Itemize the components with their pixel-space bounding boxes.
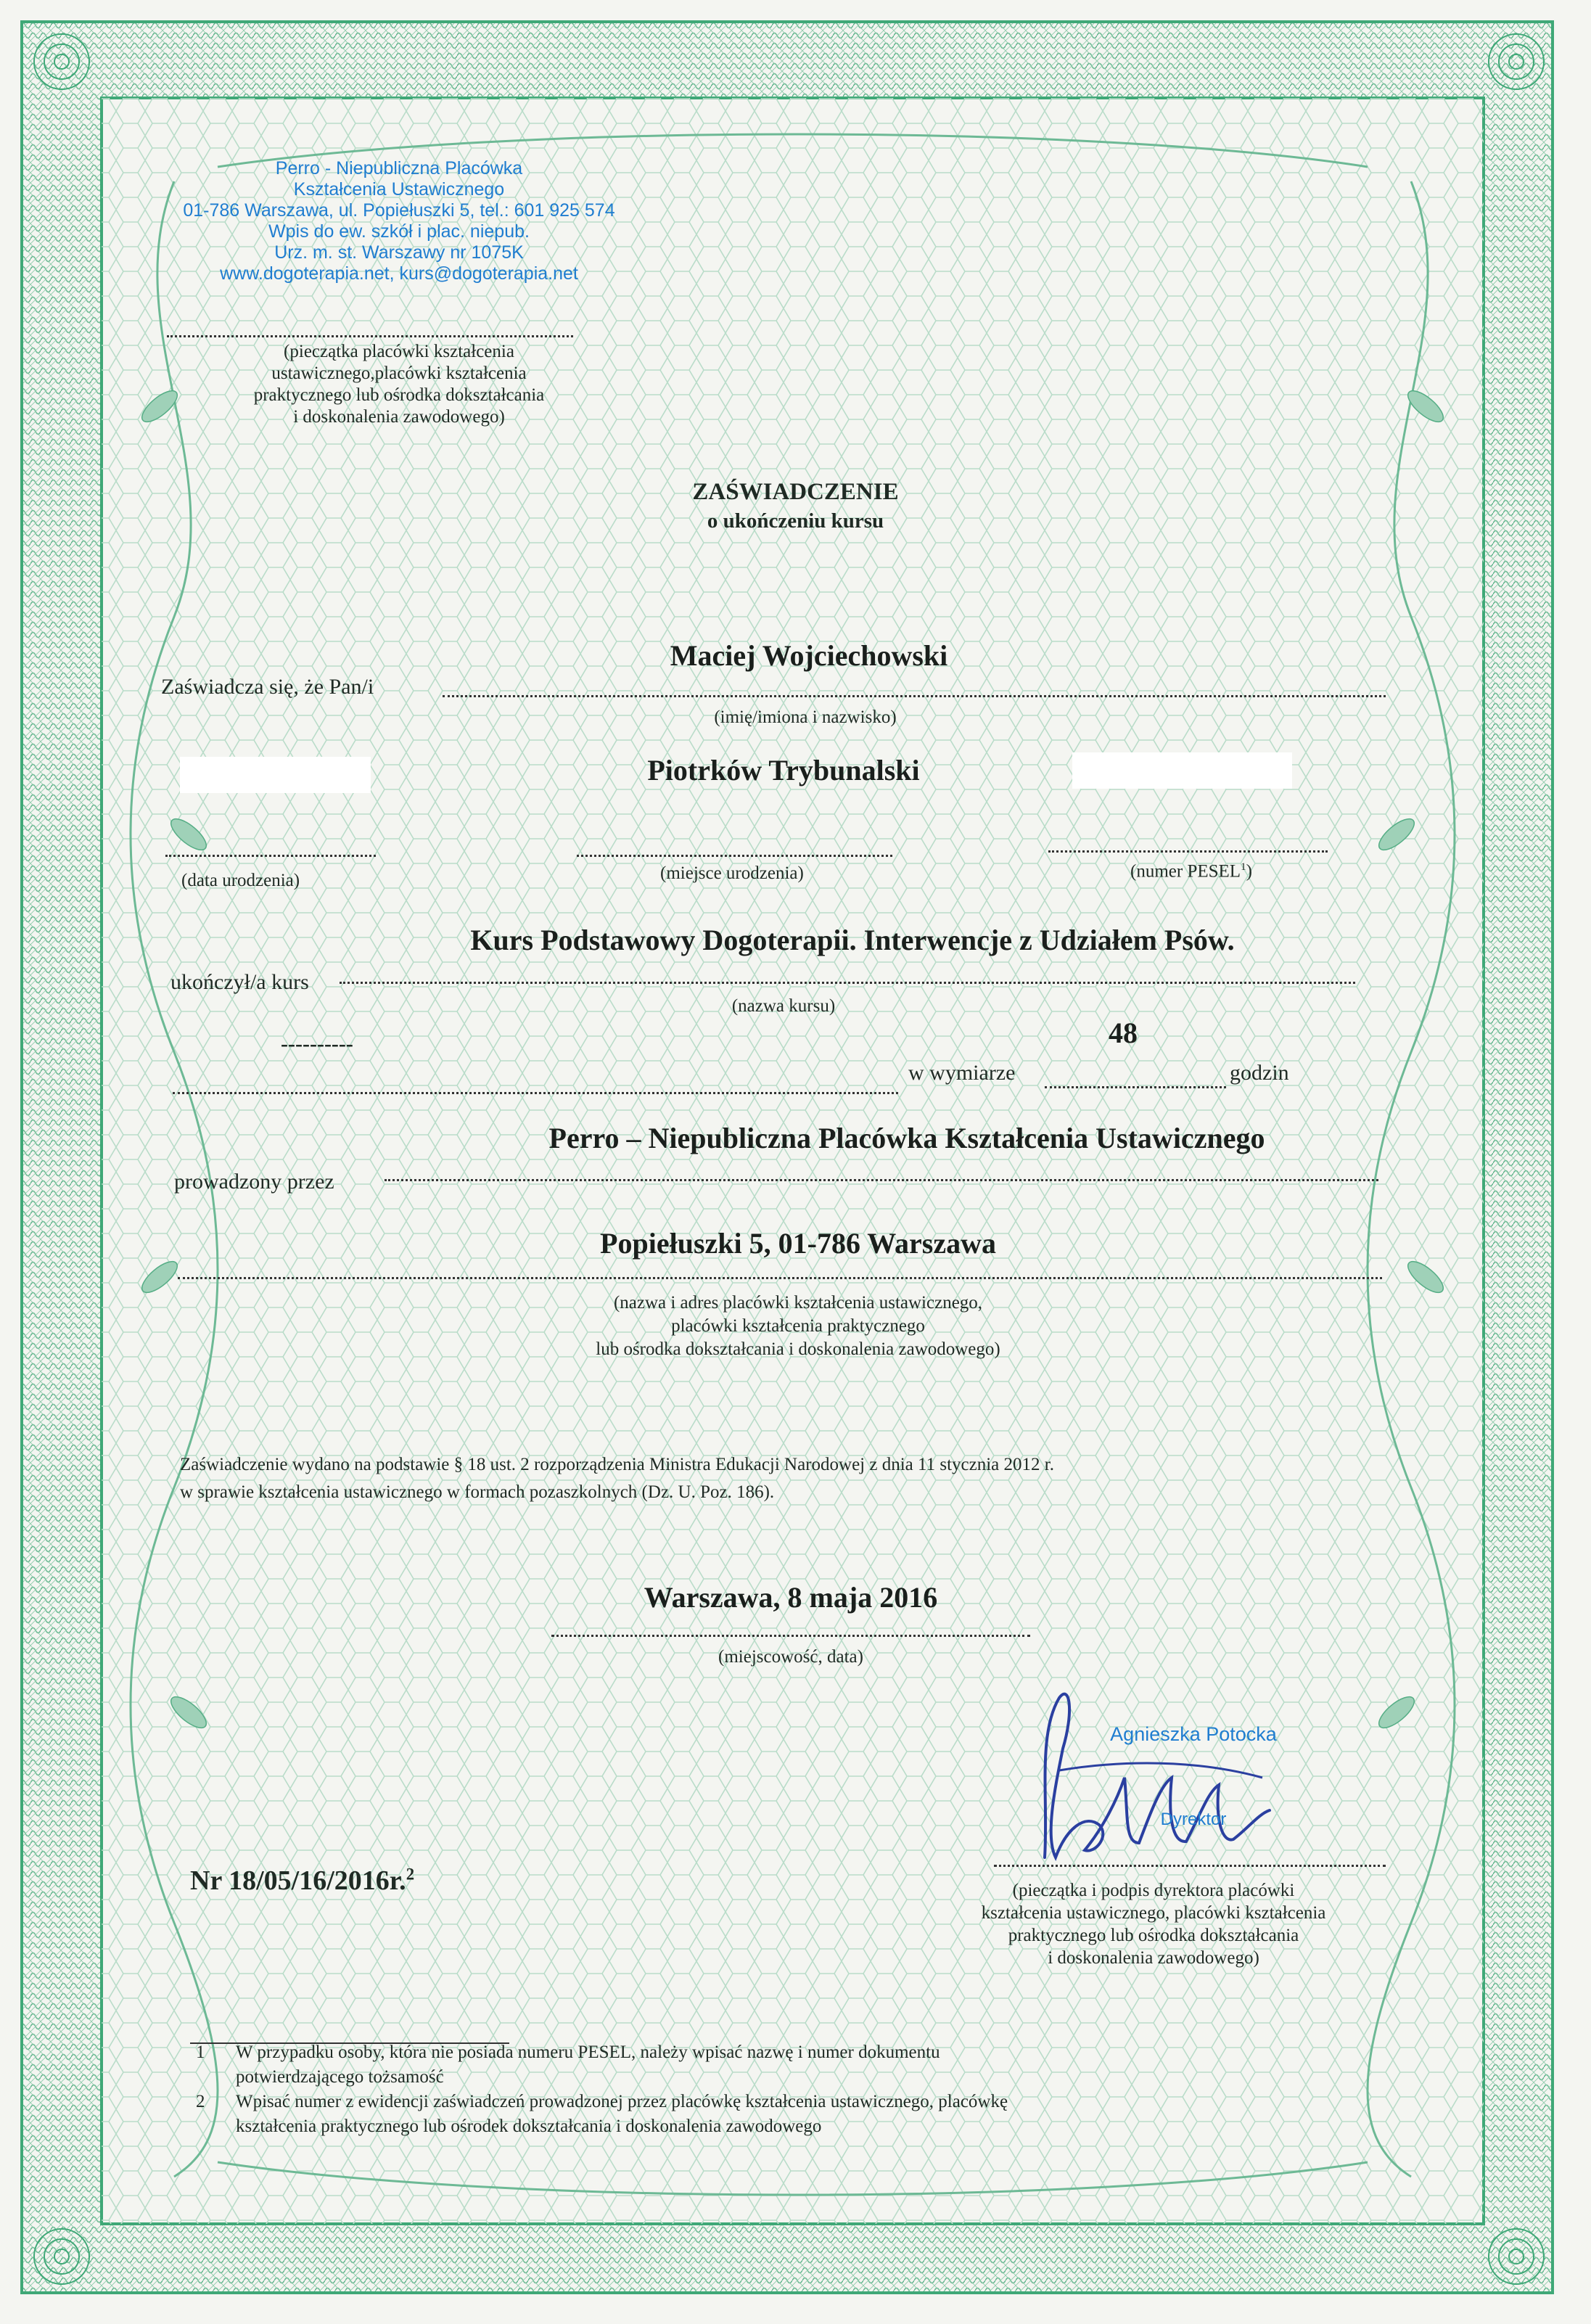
stamp-dotted-line <box>167 335 573 337</box>
hours-label: w wymiarze <box>908 1061 1016 1085</box>
hours-unit: godzin <box>1230 1061 1289 1085</box>
director-stamp-title: Dyrektor <box>1160 1810 1227 1829</box>
pesel-dotted-line <box>1048 850 1328 853</box>
footnote-line: kształcenia praktycznego lub ośrodek dokształcania i doskonalenia zawodowego <box>236 2116 822 2136</box>
person-dotted-line <box>443 695 1386 697</box>
hours-dotted-line-right <box>1045 1086 1226 1088</box>
legal-basis <box>180 1451 1054 1506</box>
person-caption: (imię/imiona i nazwisko) <box>714 707 897 727</box>
director-caption-line: praktycznego lub ośrodka dokształcania <box>1008 1926 1299 1945</box>
footnote-line: Wpisać numer z ewidencji zaświadczeń prowadzonej przez placówkę kształcenia ustawicznego, placówkę <box>236 2092 1008 2111</box>
birth-place-value: Piotrków Trybunalski <box>647 754 920 787</box>
pesel-caption-close: ) <box>1246 861 1252 882</box>
certificate-number-value: Nr 18/05/16/2016r. <box>190 1865 406 1896</box>
footnote-line: potwierdzającego tożsamość <box>236 2067 444 2087</box>
director-caption-line: i doskonalenia zawodowego) <box>1048 1948 1259 1968</box>
director-dotted-line <box>994 1865 1386 1867</box>
director-caption <box>921 1879 1386 1969</box>
footnote-mark: 2 <box>196 2092 205 2111</box>
footnote-line: W przypadku osoby, która nie posiada numeru PESEL, należy wpisać nazwę i numer dokumentu <box>236 2042 940 2062</box>
course-dotted-line <box>340 982 1355 984</box>
course-name-value: Kurs Podstawowy Dogoterapii. Interwencje z Udziałem Psów. <box>470 924 1235 956</box>
stamp-line: www.dogoterapia.net, kurs@dogoterapia.net <box>220 263 578 284</box>
provider-address-value: Popiełuszki 5, 01-786 Warszawa <box>600 1227 996 1260</box>
provider-caption-line: placówki kształcenia praktycznego <box>671 1316 925 1336</box>
place-date-dotted-line <box>551 1635 1030 1637</box>
director-stamp-name: Agnieszka Potocka <box>1110 1723 1277 1745</box>
hours-dash: ---------- <box>281 1032 353 1056</box>
stamp-caption-line: i doskonalenia zawodowego) <box>293 407 505 427</box>
provider-caption-line: lub ośrodka dokształcania i doskonalenia zawodowego) <box>596 1339 1000 1359</box>
footnotes <box>196 2040 1008 2139</box>
provider-address-dotted-line <box>178 1277 1382 1279</box>
footnote-item <box>196 2040 1008 2090</box>
pesel-caption-text: (numer PESEL <box>1130 861 1241 882</box>
footnote-item <box>196 2090 1008 2139</box>
stamp-line: 01-786 Warszawa, ul. Popiełuszki 5, tel.: 601 925 574 <box>183 200 615 221</box>
place-date-caption: (miejscowość, data) <box>718 1647 863 1667</box>
person-label: Zaświadcza się, że Pan/i <box>161 675 374 699</box>
place-date-value: Warszawa, 8 maja 2016 <box>644 1581 938 1614</box>
pesel-caption <box>1130 861 1252 882</box>
provider-caption-line: (nazwa i adres placówki kształcenia ustawicznego, <box>613 1293 983 1313</box>
institution-stamp <box>138 158 660 284</box>
stamp-caption-line: ustawicznego,placówki kształcenia <box>271 364 527 383</box>
document-title: ZAŚWIADCZENIE <box>692 479 899 505</box>
provider-name-value: Perro – Niepubliczna Placówka Kształcenia Ustawicznego <box>548 1122 1265 1154</box>
hours-dotted-line-left <box>173 1092 898 1094</box>
person-name-value: Maciej Wojciechowski <box>670 639 948 672</box>
provider-caption <box>435 1292 1161 1361</box>
legal-basis-line: w sprawie kształcenia ustawicznego w formach pozaszkolnych (Dz. U. Poz. 186). <box>180 1482 775 1502</box>
birth-place-dotted-line <box>577 855 892 857</box>
stamp-line: Perro - Niepubliczna Placówka <box>275 158 523 178</box>
course-label: ukończył/a kurs <box>170 970 309 994</box>
stamp-line: Urz. m. st. Warszawy nr 1075K <box>274 242 524 263</box>
pesel-footnote-mark: 1 <box>1241 861 1246 873</box>
stamp-line: Wpis do ew. szkół i plac. niepub. <box>268 221 530 242</box>
redacted-birth-date <box>180 757 371 793</box>
provider-label: prowadzony przez <box>174 1170 334 1194</box>
birth-date-caption: (data urodzenia) <box>181 871 300 890</box>
course-caption: (nazwa kursu) <box>731 996 836 1016</box>
document-subtitle: o ukończeniu kursu <box>707 509 884 533</box>
stamp-caption <box>138 341 660 428</box>
stamp-line: Kształcenia Ustawicznego <box>293 179 505 200</box>
stamp-caption-line: (pieczątka placówki kształcenia <box>284 342 514 361</box>
stamp-caption-line: praktycznego lub ośrodka dokształcania <box>253 385 545 405</box>
director-caption-line: (pieczątka i podpis dyrektora placówki <box>1012 1881 1295 1900</box>
birth-date-dotted-line <box>165 855 376 857</box>
director-signature <box>1016 1669 1291 1886</box>
director-caption-line: kształcenia ustawicznego, placówki kształcenia <box>981 1903 1326 1923</box>
redacted-pesel <box>1072 752 1292 789</box>
provider-dotted-line <box>385 1179 1378 1181</box>
birth-place-caption: (miejsce urodzenia) <box>660 863 804 883</box>
number-footnote-mark: 2 <box>406 1865 415 1884</box>
certificate-number <box>190 1865 414 1897</box>
legal-basis-line: Zaświadczenie wydano na podstawie § 18 ust. 2 rozporządzenia Ministra Edukacji Narodowej z dnia 11 stycznia 2012 r. <box>180 1455 1054 1474</box>
footnote-mark: 1 <box>196 2042 205 2062</box>
hours-value: 48 <box>1109 1017 1138 1049</box>
